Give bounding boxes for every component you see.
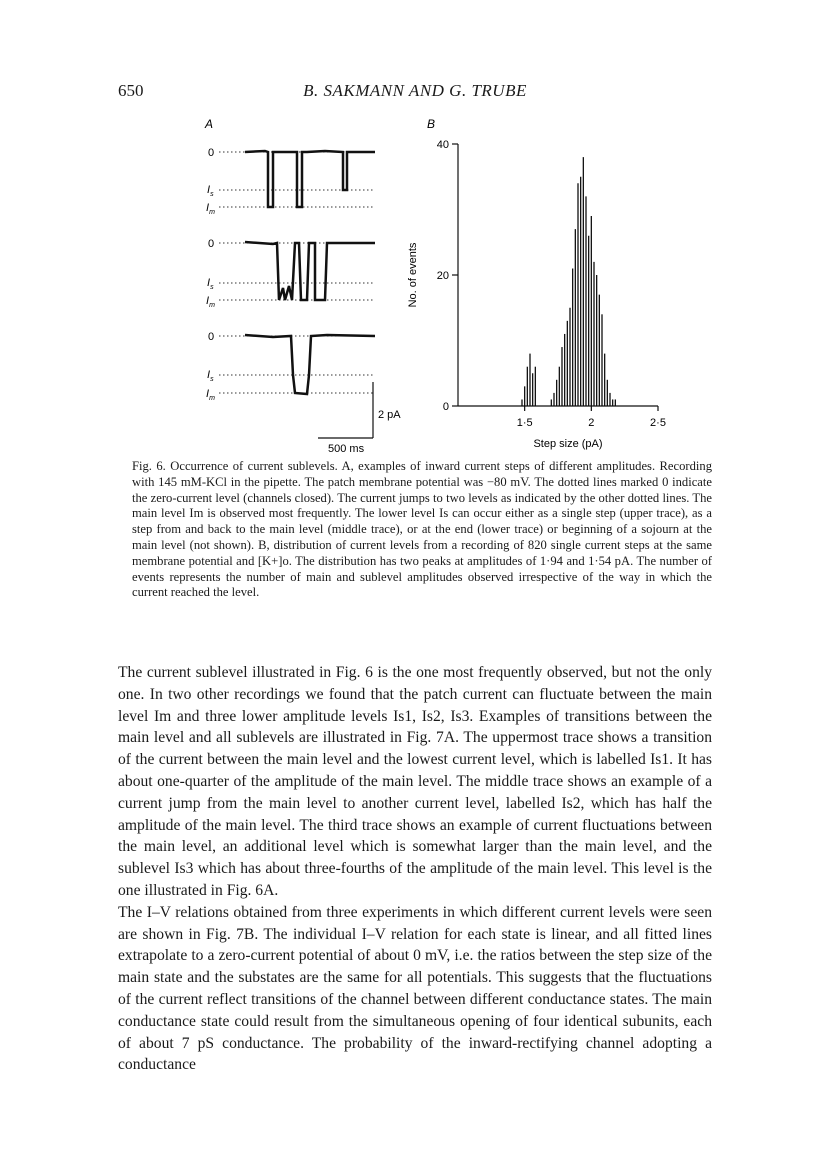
trace-3-sub-label: $I_s$ [207,369,214,383]
trace-1 [206,147,375,216]
y-tick-label: 40 [436,139,449,151]
x-tick-label: 2 [588,417,595,429]
scale-current-label: 2 pA [378,409,401,421]
x-tick-label: 1·5 [516,417,533,429]
trace-1-main-label: $I_m$ [206,202,215,216]
trace-3 [206,331,375,402]
trace-2-sub-label: $I_s$ [207,277,214,291]
scale-time-label: 500 ms [328,443,365,455]
y-tick-label: 20 [436,270,449,282]
panel-a-label: A [205,117,214,131]
trace-2 [206,238,375,309]
x-axis-label: Step size (pA) [533,438,603,450]
figure-caption [132,459,712,601]
trace-2-main-label: $I_m$ [206,295,215,309]
trace-2-zero-label: 0 [208,238,215,250]
trace-3-zero-label: 0 [208,331,215,343]
caption-fig-label: Fig. 6. [132,459,166,473]
body-text [118,662,712,1076]
y-axis-label: No. of events [407,242,419,308]
histogram-chart [407,139,666,450]
trace-1-sub-label: $I_s$ [207,184,214,198]
x-tick-label: 2·5 [650,417,666,429]
figure-6 [195,110,695,455]
page-number: 650 [118,81,144,100]
paragraph-2: The I–V relations obtained from three experiments in which different current levels were seen are shown in Fig. 7B. The individual I–V relation for each state is linear, and all fitted lines extrapolate to a zero-current potential of about 0 mV, i.e. the ratios between the step size of the main state and the substates are the same for all potentials. This suggests that the fluctuations of the current reflect transitions of the channel between different conductance states. The main conductance state could result from the simultaneous opening of four identical subunits, each of about 7 pS conductance. The probability of the inward-rectifying channel adopting a conductance [118,903,712,1074]
panel-a [204,117,401,455]
trace-1-zero-label: 0 [208,147,215,159]
panel-b-label: B [427,117,436,131]
trace-3-main-label: $I_m$ [206,388,215,402]
caption-text: Occurrence of current sublevels. A, examples of inward current steps of different amplitudes. Recording with 145 mM-KCl in the pipette. The patch membrane potential was −80 mV. The dotted lines marked 0 indicate the zero-current level (channels closed). The current jumps to two levels as indicated by the other dotted lines. The main level Im is observed most frequently. The lower level Is can occur either as a single step (upper trace), as a step from and back to the main level (middle trace), or at the end (lower trace) or beginning of a sojourn at the main level (not shown). B, distribution of current levels from a recording of 820 single current steps at the same membrane potential and [K+]o. The distribution has two peaks at amplitudes of 1·94 and 1·54 pA. The number of events represents the number of main and sublevel amplitudes observed irrespective of the way in which the current reached the level. [132,459,712,600]
page-header [118,81,712,105]
running-title: B. SAKMANN AND G. TRUBE [303,81,527,100]
y-tick-label: 0 [442,401,449,413]
paragraph-1: The current sublevel illustrated in Fig. 6 is the one most frequently observed, but not the only one. In two other recordings we found that the patch current can fluctuate between the main level Im and three lower amplitude levels Is1, Is2, Is3. Examples of transitions between the main level and all sublevels are illustrated in Fig. 7A. The uppermost trace shows a transition of the current between the main level and the lowest current level, which is labelled Is1. It has about one-quarter of the amplitude of the main level. The middle trace shows an example of a current jump from the main level to another current level, labelled Is2, which has half the amplitude of the main level. The third trace shows an example of current fluctuations between the main level, an additional level which is somewhat larger than the main level, and the sublevel Is3 which has about three-fourths of the amplitude of the main level. This level is the one illustrated in Fig. 6A. [118,664,712,899]
panel-b [407,117,666,450]
